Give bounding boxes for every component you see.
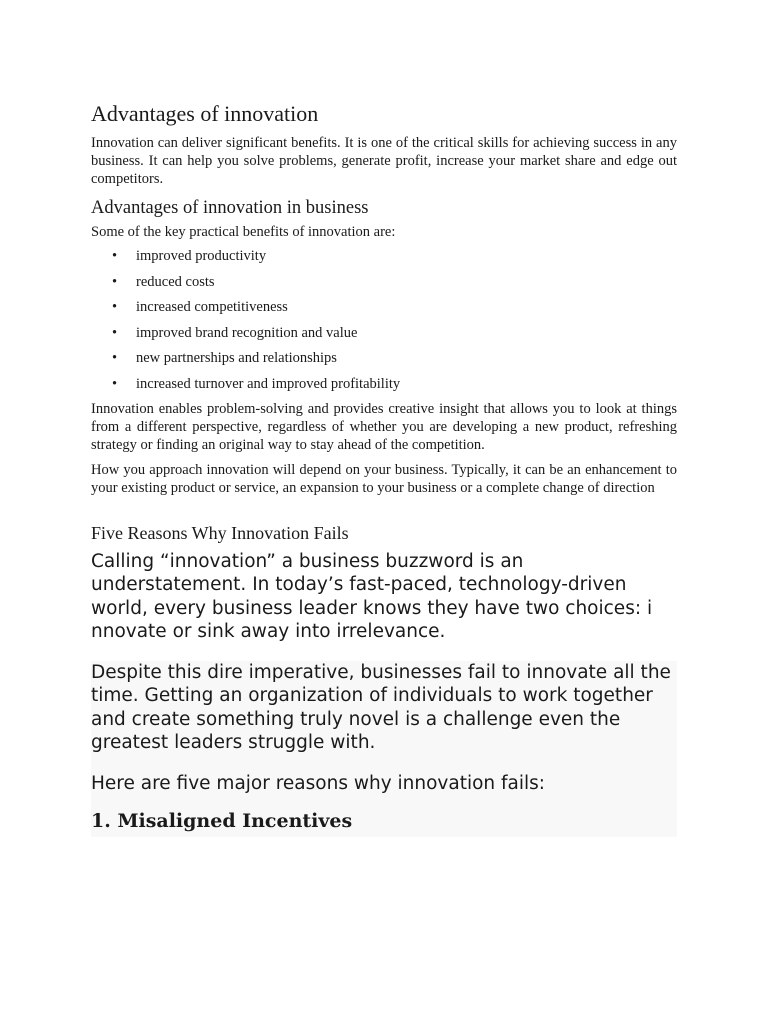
intro-paragraph: Innovation can deliver significant benefits. It is one of the critical skills for achieving success in any business. It can help you solve problems, generate profit, increase your market share and edge out competitors. [91,135,677,187]
five-reasons-heading: Five Reasons Why Innovation Fails [91,522,349,543]
section-heading: Advantages of innovation in business [91,198,369,218]
list-item [91,244,677,270]
document-content [91,100,677,837]
list-item [91,295,677,321]
list-item-text: new partnerships and relationships [136,350,337,367]
reason-heading: 1. Misaligned Incentives [91,810,353,833]
bullet-icon: • [112,299,118,316]
list-item [91,270,677,296]
list-item-text: reduced costs [136,273,215,290]
bullet-icon: • [112,350,118,367]
despite-paragraph: Despite this dire imperative, businesses fail to innovate all the time. Getting an organization of individuals to work together and create something truly novel is a challenge even the greatest leaders struggle with. [91,661,671,754]
list-item [91,372,677,398]
list-item [91,321,677,347]
bullet-icon: • [112,248,118,264]
bullet-icon: • [112,273,118,290]
list-item-text: increased competitiveness [136,299,288,316]
approach-paragraph: How you approach innovation will depend on your business. Typically, it can be an enhancement to your existing product or service, an expansion to your business or a complete change of direction [91,461,677,496]
bullet-icon: • [112,324,118,341]
five-reasons-lead: Here are five major reasons why innovation fails: [91,772,546,794]
calling-paragraph: Calling “innovation” a business buzzword is an understatement. In today’s fast-paced, technology-driven world, every business leader knows they have two choices: i nnovate or sink away into irrelevance. [91,550,653,643]
benefits-lead-paragraph: Some of the key practical benefits of innovation are: [91,224,396,240]
list-item-text: improved brand recognition and value [136,324,358,341]
list-item [91,346,677,372]
list-item-text: increased turnover and improved profitability [136,375,401,392]
bullet-icon: • [112,375,118,392]
quoted-excerpt-block [91,661,677,838]
benefits-list [91,244,677,398]
list-item-text: improved productivity [136,248,267,264]
enables-paragraph: Innovation enables problem-solving and provides creative insight that allows you to look at things from a different perspective, regardless of whether you are developing a new product, refreshing strategy or finding an original way to stay ahead of the competition. [91,400,677,453]
page-title: Advantages of innovation [91,101,319,126]
